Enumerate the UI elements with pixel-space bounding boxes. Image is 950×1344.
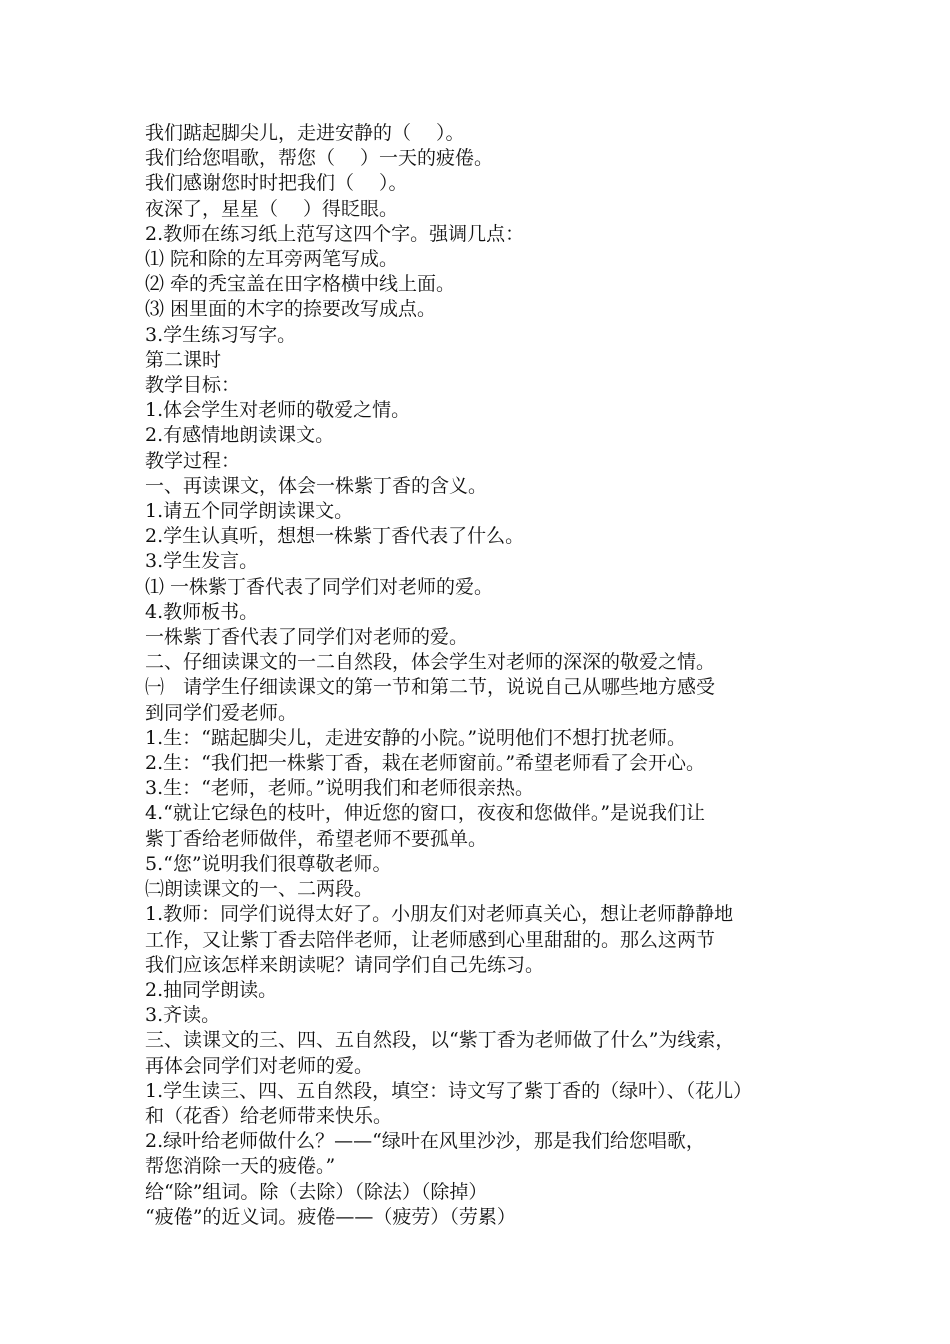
text-line: 再体会同学们对老师的爱。 (145, 1054, 374, 1077)
text-line: 1.请五个同学朗读课文。 (145, 500, 354, 523)
text-line: 1.学生读三、四、五自然段，填空：诗文写了紫丁香的（绿叶）、（花儿） (145, 1079, 753, 1102)
text-line: 2.学生认真听，想想一株紫丁香代表了什么。 (145, 525, 525, 548)
text-line: 2.生：“我们把一株紫丁香，栽在老师窗前。”希望老师看了会开心。 (145, 752, 706, 775)
text-line: 工作，又让紫丁香去陪伴老师，让老师感到心里甜甜的。那么这两节 (145, 928, 716, 951)
text-line: ⑴ 院和除的左耳旁两笔写成。 (145, 248, 399, 271)
text-line: 4.“就让它绿色的枝叶，伸近您的窗口，夜夜和您做伴。”是说我们让 (145, 802, 706, 825)
text-line: 我们踮起脚尖儿，走进安静的（ ）。 (145, 122, 465, 144)
text-line: 1.生：“踮起脚尖儿，走进安静的小院。”说明他们不想打扰老师。 (145, 726, 687, 749)
text-line: ⑶ 困里面的木字的捺要改写成点。 (145, 298, 437, 321)
text-line: 夜深了，星星（ ）得眨眼。 (145, 197, 399, 220)
text-line: 3.齐读。 (145, 1004, 221, 1027)
text-line: 3.生：“老师，老师。”说明我们和老师很亲热。 (145, 777, 535, 800)
text-line: “疲倦”的近义词。疲倦——（疲劳）（劳累） (145, 1205, 516, 1228)
text-line: 2.教师在练习纸上范写这四个字。强调几点： (145, 222, 525, 245)
text-line: 三、读课文的三、四、五自然段，以“紫丁香为老师做了什么”为线索， (145, 1029, 735, 1052)
text-line: ⑴ 一株紫丁香代表了同学们对老师的爱。 (145, 575, 494, 598)
text-line: 教学过程： (145, 449, 241, 472)
text-line: 一株紫丁香代表了同学们对老师的爱。 (145, 626, 469, 649)
text-line: 紫丁香给老师做伴，希望老师不要孤单。 (145, 827, 488, 850)
text-line: 给“除”组词。除（去除）（除法）（除掉） (145, 1180, 488, 1203)
text-line: 和（花香）给老师带来快乐。 (145, 1104, 393, 1127)
text-line: 我们感谢您时时把我们（ ）。 (145, 172, 408, 195)
text-line: 第二课时 (145, 348, 222, 371)
text-line: 4.教师板书。 (145, 600, 259, 623)
text-line: 我们给您唱歌，帮您（ ）一天的疲倦。 (145, 147, 494, 170)
text-line: ㈡朗读课文的一、二两段。 (145, 878, 374, 901)
text-line: 3.学生发言。 (145, 550, 259, 573)
text-line: 5.“您”说明我们很尊敬老师。 (145, 852, 392, 875)
text-line: 二、仔细读课文的一二自然段，体会学生对老师的深深的敬爱之情。 (145, 651, 716, 674)
text-line: 2.抽同学朗读。 (145, 978, 278, 1001)
text-line: 1.教师：同学们说得太好了。小朋友们对老师真关心，想让老师静静地 (145, 903, 734, 926)
text-line: 我们应该怎样来朗读呢？请同学们自己先练习。 (145, 953, 545, 976)
text-line: 2.有感情地朗读课文。 (145, 424, 335, 447)
text-line: 到同学们爱老师。 (145, 701, 298, 724)
document-body (145, 121, 815, 1230)
text-line: 一、再读课文，体会一株紫丁香的含义。 (145, 474, 488, 497)
text-line: ㈠ 请学生仔细读课文的第一节和第二节，说说自己从哪些地方感受 (145, 676, 716, 699)
text-line: 2.绿叶给老师做什么？——“绿叶在风里沙沙，那是我们给您唱歌， (145, 1130, 705, 1153)
text-line: 教学目标： (145, 374, 241, 397)
text-line: 3.学生练习写字。 (145, 323, 297, 346)
text-line: 1.体会学生对老师的敬爱之情。 (145, 399, 411, 422)
text-line: ⑵ 牵的秃宝盖在田字格横中线上面。 (145, 273, 456, 296)
text-line: 帮您消除一天的疲倦。” (145, 1155, 336, 1178)
